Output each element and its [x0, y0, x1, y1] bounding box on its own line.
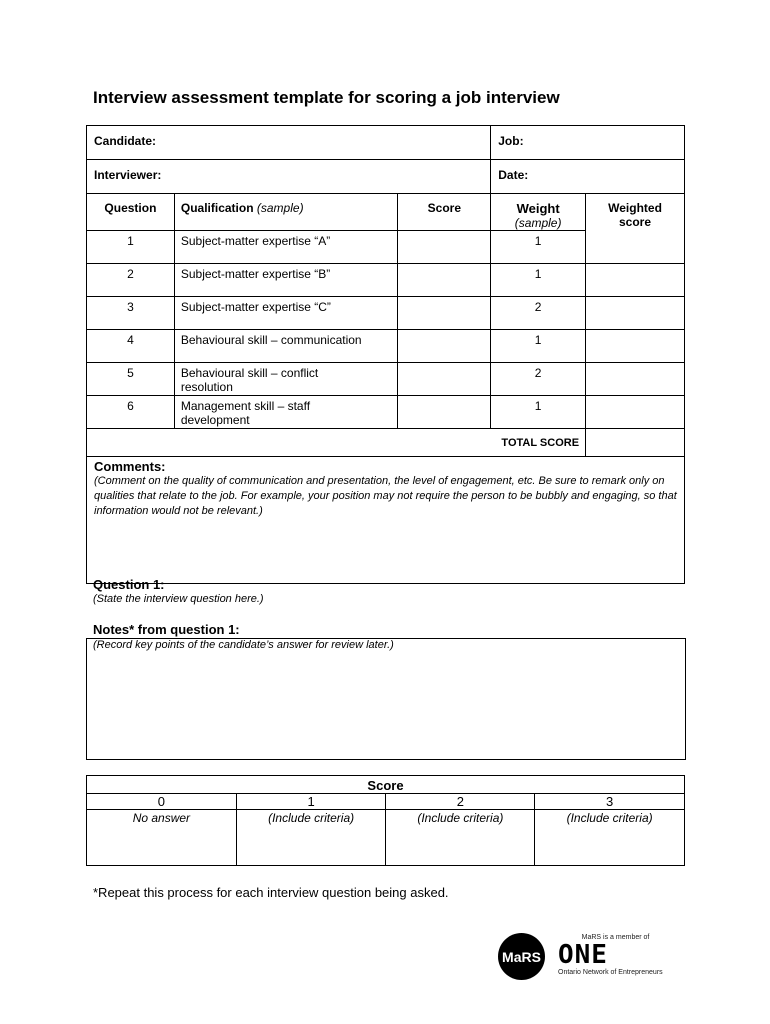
- one-logo-text: ONE: [558, 940, 608, 970]
- comments-label: Comments:: [94, 459, 166, 474]
- total-score-label: TOTAL SCORE: [87, 429, 586, 457]
- row-weight: 1: [491, 231, 586, 264]
- comments-box[interactable]: [87, 457, 685, 584]
- row-num: 1: [87, 231, 175, 264]
- row-weight: 1: [491, 396, 586, 429]
- member-text: MaRS is a member of: [581, 934, 650, 941]
- row-score-cell[interactable]: [398, 231, 491, 264]
- col-qualification: [174, 194, 398, 231]
- col-question: Question: [87, 194, 175, 231]
- score-level: 2: [386, 794, 535, 810]
- row-qualification: Behavioural skill – communication: [174, 330, 398, 363]
- col-qualification-label: Qualification: [180, 201, 254, 215]
- score-desc: (Include criteria): [535, 810, 685, 866]
- question1-label: Question 1:: [93, 577, 165, 592]
- row-weighted-cell[interactable]: [586, 297, 685, 330]
- row-score-cell[interactable]: [398, 330, 491, 363]
- col-weight: [491, 194, 586, 231]
- row-qualification: Behavioural skill – conflict resolution: [174, 363, 398, 396]
- col-qualification-note: (sample): [256, 201, 304, 215]
- score-table: [86, 775, 685, 866]
- row-weighted-cell[interactable]: [586, 330, 685, 363]
- score-desc: No answer: [87, 810, 237, 866]
- row-weight: 1: [491, 330, 586, 363]
- row-score-cell[interactable]: [398, 264, 491, 297]
- row-qualification: Subject-matter expertise “B”: [174, 264, 398, 297]
- mars-logo: [498, 933, 545, 980]
- score-title: Score: [87, 776, 685, 794]
- row-num: 3: [87, 297, 175, 330]
- col-weighted-score: Weighted score: [586, 194, 685, 264]
- score-desc: (Include criteria): [236, 810, 386, 866]
- footer-note: *Repeat this process for each interview question being asked.: [93, 885, 449, 900]
- notes1-box[interactable]: [86, 638, 686, 760]
- col-weight-note: (sample): [514, 216, 562, 230]
- row-weight: 1: [491, 264, 586, 297]
- col-weight-label: Weight: [516, 201, 560, 216]
- date-label: Date:: [491, 160, 685, 194]
- assessment-table: [86, 125, 685, 584]
- row-weighted-cell[interactable]: [586, 363, 685, 396]
- row-num: 6: [87, 396, 175, 429]
- row-score-cell[interactable]: [398, 363, 491, 396]
- row-qualification: Subject-matter expertise “A”: [174, 231, 398, 264]
- candidate-label: Candidate:: [87, 126, 491, 160]
- score-desc: (Include criteria): [386, 810, 535, 866]
- page-title: Interview assessment template for scoring a job interview: [93, 88, 560, 107]
- row-weighted-cell[interactable]: [586, 264, 685, 297]
- comments-note: (Comment on the quality of communication and presentation, the level of engagement, etc. Be sure to remark only on qualities that relate to the job. For example, your position may not require the person to be bubbly and engaging, so that information would not be relevant.): [94, 475, 677, 517]
- notes1-note: (Record key points of the candidate’s answer for review later.): [93, 639, 394, 651]
- total-score-cell[interactable]: [586, 429, 685, 457]
- score-level: 3: [535, 794, 685, 810]
- score-level: 1: [236, 794, 386, 810]
- row-weighted-cell[interactable]: [586, 396, 685, 429]
- row-qualification: Management skill – staff development: [174, 396, 398, 429]
- row-qualification: Subject-matter expertise “C”: [174, 297, 398, 330]
- job-label: Job:: [491, 126, 685, 160]
- row-num: 4: [87, 330, 175, 363]
- interviewer-label: Interviewer:: [87, 160, 491, 194]
- row-score-cell[interactable]: [398, 396, 491, 429]
- one-logo: [558, 934, 673, 976]
- one-subtitle: Ontario Network of Entrepreneurs: [558, 969, 663, 976]
- row-score-cell[interactable]: [398, 297, 491, 330]
- row-num: 5: [87, 363, 175, 396]
- question1-note: (State the interview question here.): [93, 593, 264, 605]
- row-weight: 2: [491, 363, 586, 396]
- row-weight: 2: [491, 297, 586, 330]
- notes1-label: Notes* from question 1:: [93, 622, 240, 637]
- row-num: 2: [87, 264, 175, 297]
- score-level: 0: [87, 794, 237, 810]
- mars-logo-text: MaRS: [502, 948, 541, 965]
- col-score: Score: [398, 194, 491, 231]
